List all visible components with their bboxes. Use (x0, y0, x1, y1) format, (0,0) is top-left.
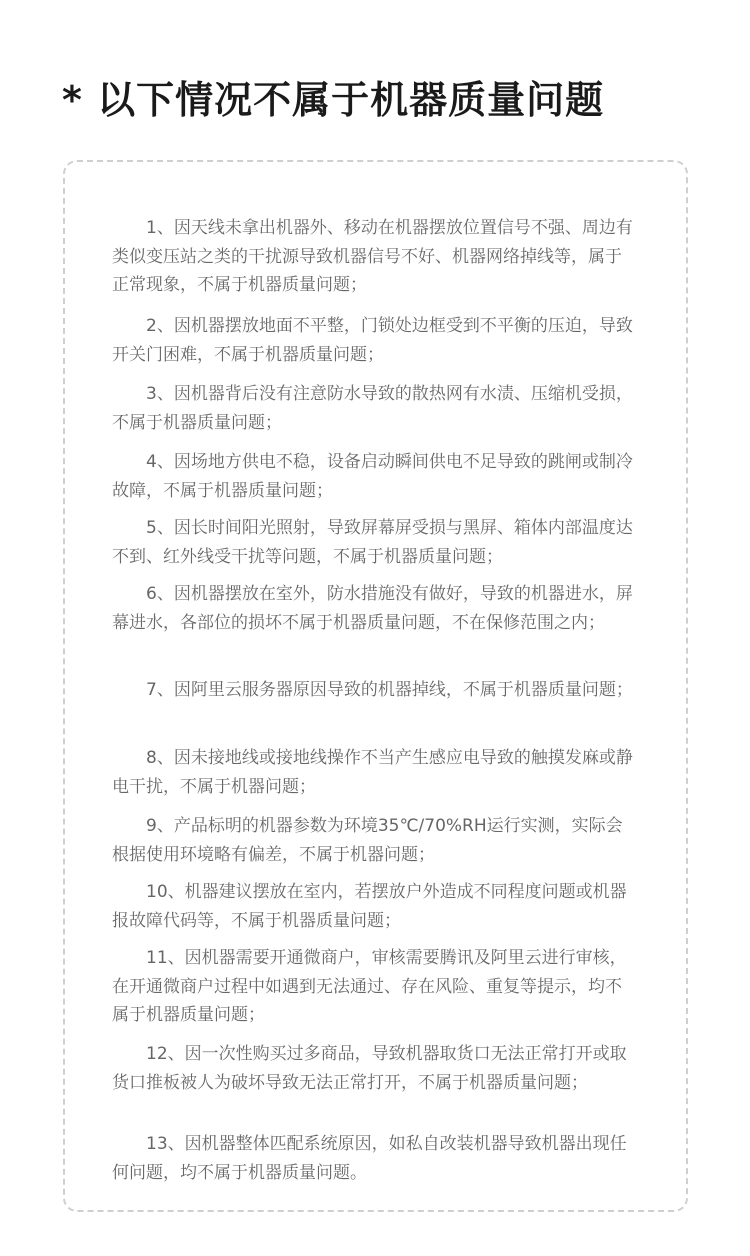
notice-item-11: 11、因机器需要开通微商户，审核需要腾讯及阿里云进行审核，在开通微商户过程中如遇到无法通过、存在风险、重复等提示，均不属于机器质量问题； (112, 948, 627, 1025)
notice-item-6: 6、因机器摆放在室外，防水措施没有做好，导致的机器进水，屏幕进水，各部位的损坏不属于机器质量问题，不在保修范围之内； (112, 584, 633, 633)
notice-item-8: 8、因未接地线或接地线操作不当产生感应电导致的触摸发麻或静电干扰，不属于机器问题； (112, 748, 633, 797)
notice-item-5: 5、因长时间阳光照射，导致屏幕屏受损与黑屏、箱体内部温度达不到、红外线受干扰等问题，不属于机器质量问题； (112, 518, 633, 567)
notice-item-9: 9、产品标明的机器参数为环境35℃/70%RH运行实测，实际会根据使用环境略有偏差，不属于机器问题； (112, 816, 623, 865)
notice-item-10: 10、机器建议摆放在室内，若摆放户外造成不同程度问题或机器报故障代码等，不属于机器质量问题； (112, 882, 627, 931)
notice-item-1: 1、因天线未拿出机器外、移动在机器摆放位置信号不强、周边有类似变压站之类的干扰源导致机器信号不好、机器网络掉线等，属于正常现象，不属于机器质量问题； (112, 218, 633, 295)
notice-item-4: 4、因场地方供电不稳，设备启动瞬间供电不足导致的跳闸或制冷故障，不属于机器质量问题； (112, 452, 633, 501)
notice-item-12: 12、因一次性购买过多商品，导致机器取货口无法正常打开或取货口推板被人为破坏导致无法正常打开，不属于机器质量问题； (112, 1044, 627, 1093)
page-title: * 以下情况不属于机器质量问题 (62, 78, 605, 122)
notice-item-2: 2、因机器摆放地面不平整，门锁处边框受到不平衡的压迫，导致开关门困难，不属于机器质量问题； (112, 316, 633, 365)
notice-item-13: 13、因机器整体匹配系统原因，如私自改装机器导致机器出现任何问题，均不属于机器质量问题。 (112, 1134, 627, 1183)
notice-item-7: 7、因阿里云服务器原因导致的机器掉线，不属于机器质量问题； (146, 680, 633, 700)
notice-item-3: 3、因机器背后没有注意防水导致的散热网有水渍、压缩机受损，不属于机器质量问题； (112, 384, 633, 433)
